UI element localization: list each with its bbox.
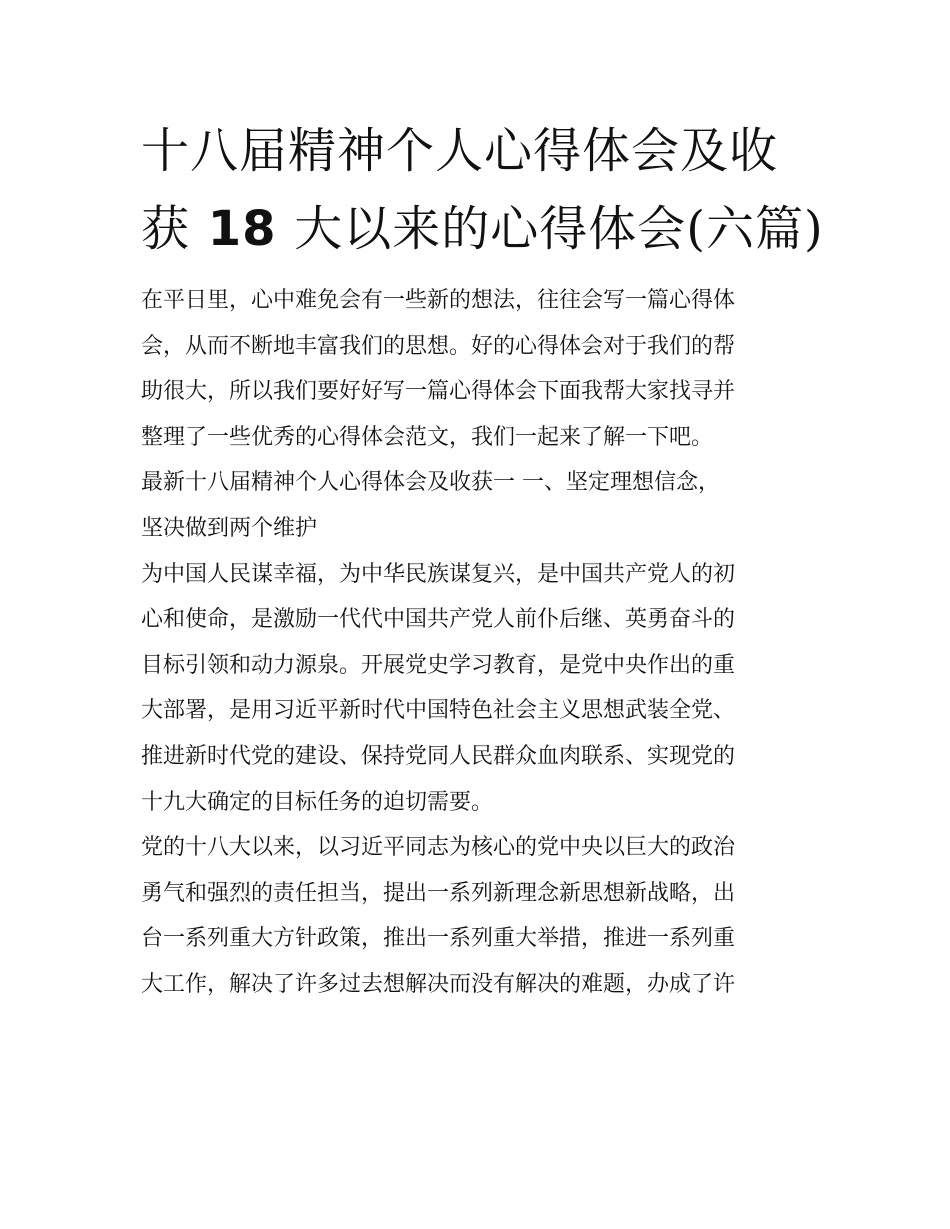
title-line-1-text: 十八届精神个人心得体会及收 [141, 123, 779, 179]
title-line-2-pre: 获 [141, 201, 191, 257]
title-line-1 [141, 112, 831, 190]
body-line: 推进新时代党的建设、保持党同人民群众血肉联系、实现党的 [141, 743, 736, 769]
body-line: 在平日里，心中难免会有一些新的想法，往往会写一篇心得体 [141, 288, 736, 313]
body-line: 勇气和强烈的责任担当，提出一系列新理念新思想新战略，出 [141, 880, 736, 906]
body-line: 大部署，是用习近平新时代中国特色社会主义思想武装全党、 [141, 698, 736, 724]
document-title [141, 112, 831, 268]
section-heading-line: 最新十八届精神个人心得体会及收获一 一、坚定理想信念， [141, 470, 720, 496]
body-line: 整理了一些优秀的心得体会范文，我们一起来了解一下吧。 [141, 424, 714, 450]
title-line-2 [141, 190, 831, 268]
body-line: 会，从而不断地丰富我们的思想。好的心得体会对于我们的帮 [141, 333, 736, 359]
document-body [141, 278, 821, 1008]
section-heading-line: 坚决做到两个维护 [141, 515, 318, 541]
body-line: 党的十八大以来，以习近平同志为核心的党中央以巨大的政治 [141, 835, 736, 861]
body-line: 助很大，所以我们要好好写一篇心得体会下面我帮大家找寻并 [141, 379, 736, 405]
title-line-2-post: 大以来的心得体会(六篇) [294, 201, 824, 257]
body-line: 台一系列重大方针政策，推出一系列重大举措，推进一系列重 [141, 926, 736, 952]
body-line: 心和使命，是激励一代代中国共产党人前仆后继、英勇奋斗的 [141, 607, 736, 633]
body-line: 为中国人民谋幸福，为中华民族谋复兴，是中国共产党人的初 [141, 561, 736, 587]
body-line: 十九大确定的目标任务的迫切需要。 [141, 789, 494, 815]
body-line: 大工作，解决了许多过去想解决而没有解决的难题，办成了许 [141, 971, 736, 997]
title-line-2-number: 18 [190, 201, 295, 257]
body-line: 目标引领和动力源泉。开展党史学习教育，是党中央作出的重 [141, 652, 736, 678]
